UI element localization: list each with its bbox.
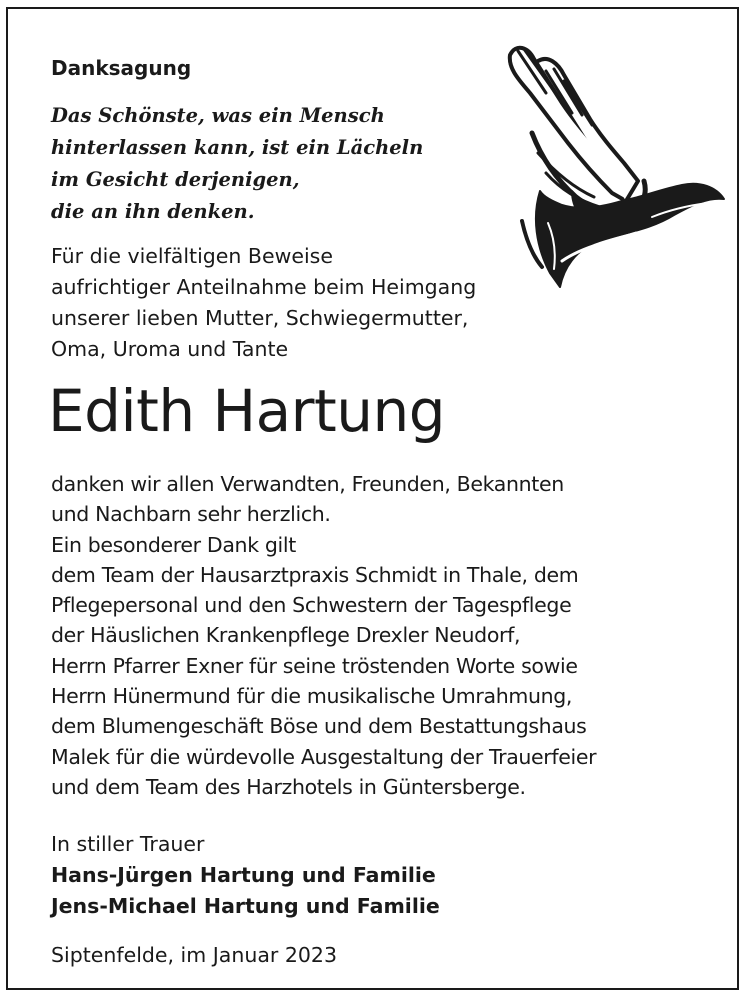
notice-heading: Danksagung <box>51 56 192 80</box>
body-line: Pflegepersonal und den Schwestern der Tagespflege <box>51 593 572 618</box>
thanks-text <box>51 469 596 802</box>
intro-line: aufrichtiger Anteilnahme beim Heimgang <box>51 275 477 299</box>
deceased-name: Edith Hartung <box>48 377 446 445</box>
body-line: danken wir allen Verwandten, Freunden, Bekannten <box>51 472 564 496</box>
quote-line: im Gesicht derjenigen, <box>51 168 300 191</box>
body-line: dem Blumengeschäft Böse und dem Bestattungshaus <box>51 714 587 739</box>
memorial-quote <box>51 100 423 228</box>
signer-name: Jens-Michael Hartung und Familie <box>51 894 440 918</box>
intro-line: Für die vielfältigen Beweise <box>51 244 333 268</box>
obituary-card <box>6 7 739 990</box>
quote-line: hinterlassen kann, ist ein Lächeln <box>51 136 424 159</box>
praying-hands-icon <box>502 41 732 291</box>
body-line: der Häuslichen Krankenpflege Drexler Neudorf, <box>51 623 521 648</box>
signer-name: Hans-Jürgen Hartung und Familie <box>51 863 436 887</box>
intro-line: unserer lieben Mutter, Schwiegermutter, <box>51 306 469 330</box>
place-date: Siptenfelde, im Januar 2023 <box>51 943 337 967</box>
body-line: Ein besonderer Dank gilt <box>51 532 296 557</box>
quote-line: Das Schönste, was ein Mensch <box>51 104 385 127</box>
body-line: Herrn Pfarrer Exner für seine tröstenden Worte sowie <box>51 653 578 678</box>
body-line: Malek für die würdevolle Ausgestaltung der Trauerfeier <box>51 744 597 769</box>
intro-text <box>51 241 476 365</box>
body-line: und Nachbarn sehr herzlich. <box>51 502 331 527</box>
body-line: dem Team der Hausarztpraxis Schmidt in Thale, dem <box>51 562 579 587</box>
quote-line: die an ihn denken. <box>51 200 255 223</box>
intro-line: Oma, Uroma und Tante <box>51 337 289 361</box>
body-line: Herrn Hünermund für die musikalische Umrahmung, <box>51 684 573 709</box>
body-line: und dem Team des Harzhotels in Güntersberge. <box>51 774 526 799</box>
closing-phrase: In stiller Trauer <box>51 832 205 856</box>
